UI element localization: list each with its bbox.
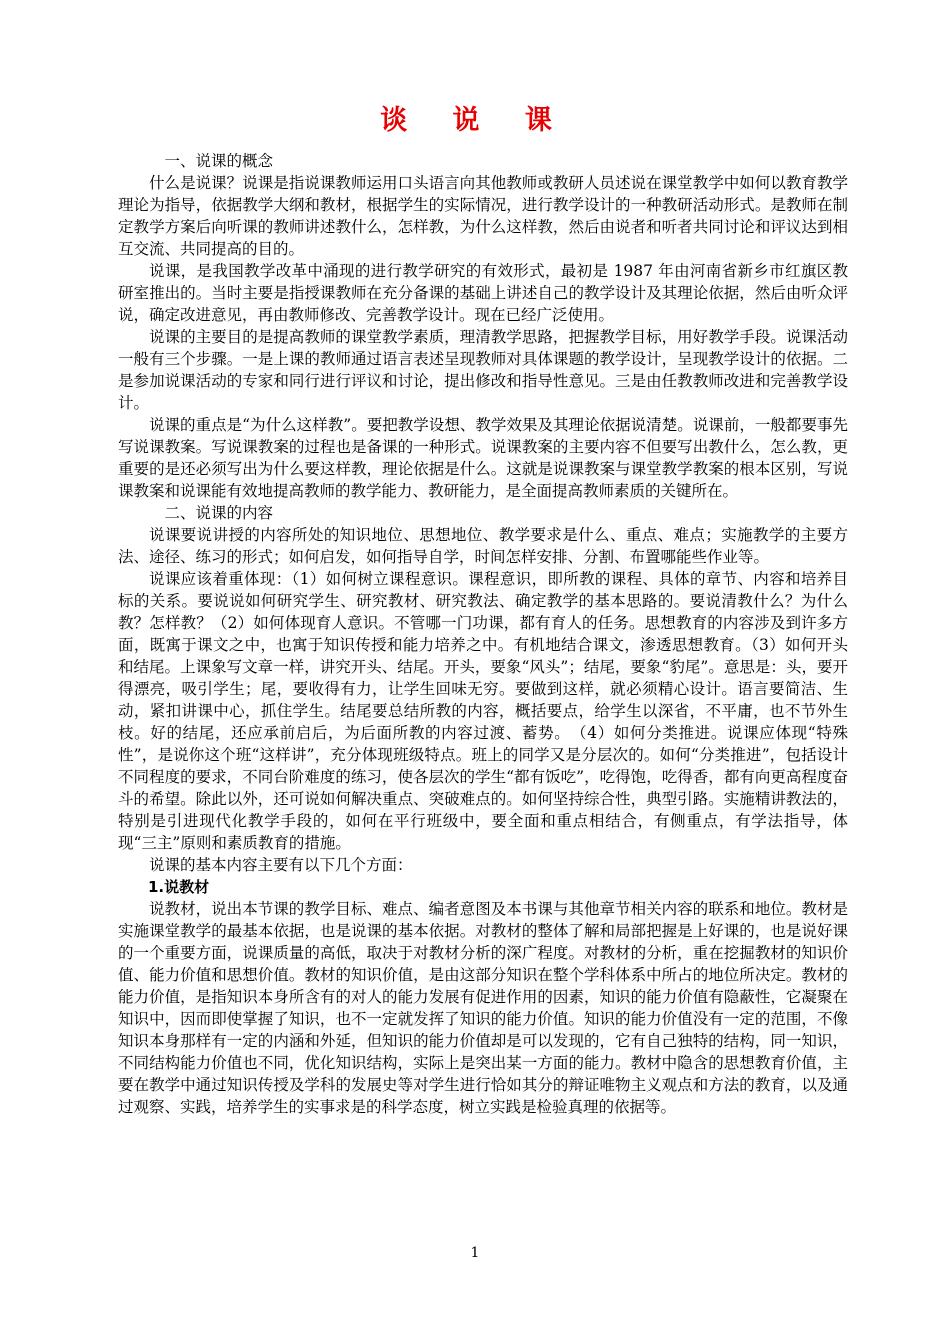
- section-heading: 一、说课的概念: [164, 152, 274, 170]
- paragraph: 说课的重点是“为什么这样教”。要把教学设想、教学效果及其理论依据说清楚。说课前，一般都要事先写说课教案。写说课教案的过程也是备课的一种形式。说课教案的主要内容不但要写出教什么，怎么教，更重要的是还必须写出为什么要这样教，理论依据是什么。这就是说课教案与课堂教学教案的根本区别，写说课教案和说课能有效地提高教师的教学能力、教研能力，是全面提高教师素质的关键所在。: [118, 416, 848, 500]
- paragraph: 什么是说课？说课是指说课教师运用口头语言向其他教师或教研人员述说在课堂教学中如何以教育教学理论为指导，依据教学大纲和教材，根据学生的实际情况，进行教学设计的一种教研活动形式。是教师在制定教学方案后向听课的教师讲述教什么，怎样教，为什么这样教，然后由说者和听者共同讨论和评议达到相互交流、共同提高的目的。: [118, 174, 848, 258]
- sub-heading: 1.说教材: [148, 878, 210, 896]
- document-body: [118, 150, 848, 1118]
- paragraph: 说课的主要目的是提高教师的课堂教学素质，理清教学思路，把握教学目标，用好教学手段。说课活动一般有三个步骤。一是上课的教师通过语言表述呈现教师对具体课题的教学设计，呈现教学设计的依据。二是参加说课活动的专家和同行进行评议和讨论，提出修改和指导性意见。三是由任教教师改进和完善教学设计。: [118, 328, 848, 412]
- paragraph: 说课要说讲授的内容所处的知识地位、思想地位、教学要求是什么、重点、难点；实施教学的主要方法、途径、练习的形式；如何启发，如何指导自学，时间怎样安排、分割、布置哪能些作业等。: [118, 526, 848, 566]
- document-title: 谈 说 课: [380, 105, 570, 136]
- page-number: 1: [470, 1245, 480, 1261]
- paragraph: 说课，是我国教学改革中涌现的进行教学研究的有效形式，最初是 1987 年由河南省新乡市红旗区教研室推出的。当时主要是指授课教师在充分备课的基础上讲述自己的教学设计及其理论依据，然后由听众评说，确定改进意见，再由教师修改、完善教学设计。现在已经广泛使用。: [118, 262, 848, 324]
- paragraph: 说教材，说出本节课的教学目标、难点、编者意图及本书课与其他章节相关内容的联系和地位。教材是实施课堂教学的最基本依据，也是说课的基本依据。对教材的整体了解和局部把握是上好课的，也是说好课的一个重要方面，说课质量的高低，取决于对教材分析的深广程度。对教材的分析，重在挖掘教材的知识价值、能力价值和思想价值。教材的知识价值，是由这部分知识在整个学科体系中所占的地位所决定。教材的能力价值，是指知识本身所含有的对人的能力发展有促进作用的因素，知识的能力价值有隐蔽性，它凝聚在知识中，因而即使掌握了知识，也不一定就发挥了知识的能力价值。知识的能力价值没有一定的范围，不像知识本身那样有一定的内涵和外延，但知识的能力价值却是可以发现的，它有自己独特的结构，同一知识，不同结构能力价值也不同，优化知识结构，实际上是突出某一方面的能力。教材中隐含的思想教育价值，主要在教学中通过知识传授及学科的发展史等对学生进行恰如其分的辩证唯物主义观点和方法的教育，以及通过观察、实践，培养学生的实事求是的科学态度，树立实践是检验真理的依据等。: [118, 900, 848, 1116]
- paragraph: 说课的基本内容主要有以下几个方面：: [149, 856, 413, 874]
- section-heading: 二、说课的内容: [164, 504, 274, 522]
- paragraph: 说课应该着重体现：（1）如何树立课程意识。课程意识，即所教的课程、具体的章节、内容和培养目标的关系。要说说如何研究学生、研究教材、研究教法、确定教学的基本思路的。要说清教什么？为什么教？怎样教？（2）如何体现育人意识。不管哪一门功课，都有育人的任务。思想教育的内容涉及到许多方面，既寓于课文之中，也寓于知识传授和能力培养之中。有机地结合课文，渗透思想教育。（3）如何开头和结尾。上课象写文章一样，讲究开头、结尾。开头，要象“风头”；结尾，要象“豹尾”。意思是：头，要开得漂亮，吸引学生；尾，要收得有力，让学生回味无穷。要做到这样，就必须精心设计。语言要简洁、生动，紧扣讲课中心，抓住学生。结尾要总结所教的内容，概括要点，给学生以深省，不平庸，也不节外生枝。好的结尾，还应承前启后，为后面所教的内容过渡、蓄势。 （4）如何分类推进。说课应体现“特殊性”，是说你这个班“这样讲”，充分体现班级特点。班上的同学又是分层次的。如何“分类推进”，包括设计不同程度的要求，不同台阶难度的练习，使各层次的学生“都有饭吃”，吃得饱，吃得香，都有向更高程度奋斗的希望。除此以外，还可说如何解决重点、突破难点的。如何坚持综合性，典型引路。实施精讲教法的，特别是引进现代化教学手段的，如何在平行班级中，要全面和重点相结合，有侧重点，有学法指导，体现“三主”原则和素质教育的措施。: [118, 570, 848, 852]
